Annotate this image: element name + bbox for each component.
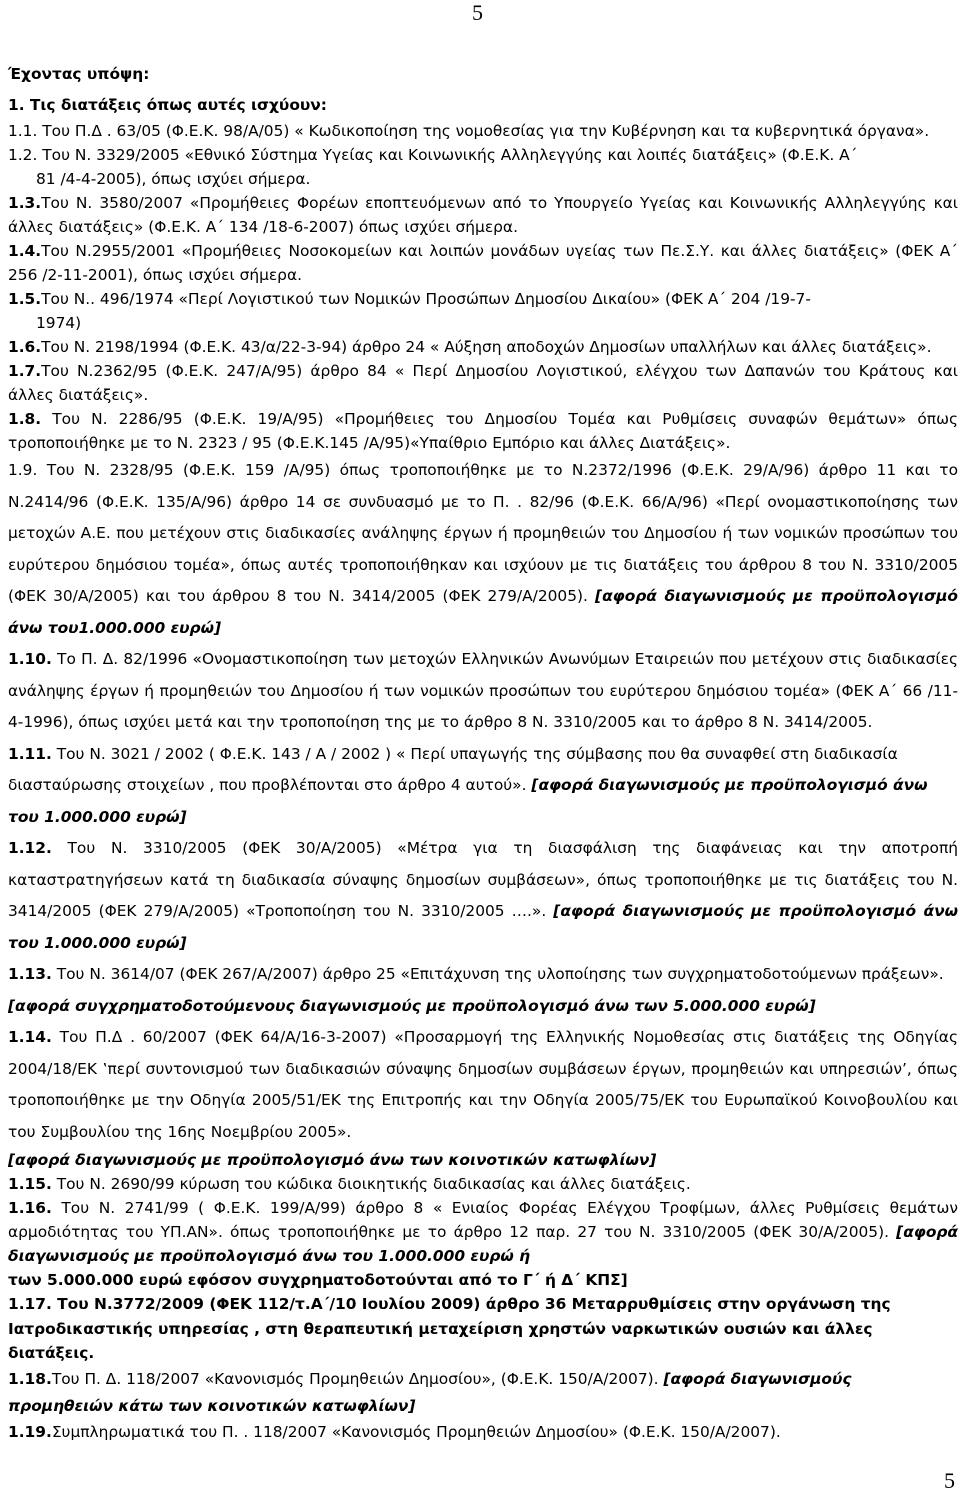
item-1-5-line2: 1974) (36, 314, 82, 332)
item-1-13 (8, 959, 958, 1022)
item-1-11-note: [αφορά διαγωνισμούς με προϋπολογισμό άνω του 1.000.000 ευρώ] (8, 776, 928, 826)
item-1-10-number: 1.10. (8, 650, 52, 668)
item-1-18-number: 1.18. (8, 1369, 52, 1388)
page-number-top: 5 (472, 0, 483, 25)
item-1-6-number: 1.6. (8, 338, 42, 356)
item-1-9-note: [αφορά διαγωνισμούς με προϋπολογισμό άνω του1.000.000 ευρώ] (8, 587, 959, 637)
intro-heading: Έχοντας υπόψη: (8, 65, 150, 83)
item-1-14-text: Του Π.Δ . 60/2007 (ΦΕΚ 64/Α/16-3-2007) «Προσαρμογή της Ελληνικής Νομοθεσίας στις διατάξεις της Οδηγίας 2004/18/ΕΚ ‛περί συντονισμού των διαδικασιών σύναψης δημοσίων συμβάσεων έργων, προμηθειών και υπηρεσιών’, όπως τροποποιήθηκε με την Οδηγία 2005/51/ΕΚ της Επιτροπής και την Οδηγία 2005/75/ΕΚ του Ευρωπαϊκού Κοινοβουλίου και του Συμβουλίου της 16ης Νοεμβρίου 2005». (8, 1028, 958, 1141)
item-1-10 (8, 644, 958, 739)
item-1-7-number: 1.7. (8, 362, 42, 380)
item-1-14-number: 1.14. (8, 1028, 52, 1046)
item-1-14 (8, 1022, 958, 1148)
item-1-13-note: [αφορά συγχρηματοδοτούμενους διαγωνισμούς με προϋπολογισμό άνω των 5.000.000 ευρώ] (8, 996, 816, 1015)
item-1-4-number: 1.4. (8, 242, 42, 260)
item-1-3-number: 1.3. (8, 194, 42, 212)
item-1-3 (8, 191, 958, 239)
item-1-19-text: Συμπληρωματικά του Π. . 118/2007 «Κανονισμός Προμηθειών Δημοσίου» (Φ.Ε.Κ. 150/Α/2007). (51, 1422, 781, 1441)
item-1-12-text: Του Ν. 3310/2005 (ΦΕΚ 30/Α/2005) «Μέτρα για τη διασφάλιση της διαφάνειας και την αποτροπή καταστρατηγήσεων κατά τη διαδικασία σύναψης δημοσίων συμβάσεων», όπως τροποποιήθηκε με τις διατάξεις του Ν. 3414/2005 (ΦΕΚ 279/Α/2005) «Τροποποίηση του Ν. 3310/2005 ….». (8, 839, 958, 920)
item-1-12-number: 1.12. (8, 839, 52, 857)
item-1-11-text: Του Ν. 3021 / 2002 ( Φ.Ε.Κ. 143 / Α / 2002 ) « Περί υπαγωγής της σύμβασης που θα συναφθεί στη διαδικασία διασταύρωσης στοιχείων , που προβλέπονται στο άρθρο 4 αυτού». (8, 744, 898, 794)
item-1-1: 1.1. Του Π.Δ . 63/05 (Φ.Ε.Κ. 98/Α/05) « Κωδικοποίηση της νομοθεσίας για την Κυβέρνηση και τα κυβερνητικά όργανα». (8, 122, 930, 140)
item-1-16-number: 1.16. (8, 1199, 52, 1217)
item-1-6 (8, 335, 958, 359)
item-1-10-text: Το Π. Δ. 82/1996 «Ονομαστικοποίηση των μετοχών Ελληνικών Ανωνύμων Εταιρειών που μετέχουν στις διαδικασίες ανάληψης έργων ή προμηθειών του Δημοσίου ή των νομικών προσώπων του ευρύτερου δημόσιου τομέα» (ΦΕΚ Α΄ 66 /11-4-1996), όπως ισχύει μετά και την τροποποίηση της με το άρθρο 8 Ν. 3310/2005 και το άρθρο 8 Ν. 3414/2005. (8, 650, 958, 731)
item-1-2-line1: 1.2. Του Ν. 3329/2005 «Εθνικό Σύστημα Υγείας και Κοινωνικής Αλληλεγγύης και λοιπές διατάξεις» (Φ.Ε.Κ. Α΄ (8, 146, 858, 164)
section-1-heading: 1. Τις διατάξεις όπως αυτές ισχύουν: (8, 96, 327, 114)
item-1-12 (8, 833, 958, 959)
item-1-18-text: Του Π. Δ. 118/2007 «Κανονισμός Προμηθειών Δημοσίου», (Φ.Ε.Κ. 150/Α/2007). (51, 1369, 659, 1388)
item-1-14-note: [αφορά διαγωνισμούς με προϋπολογισμό άνω των κοινοτικών κατωφλίων] (8, 1151, 657, 1169)
item-1-4-text: Του Ν.2955/2001 «Προμήθειες Νοσοκομείων και λοιπών μονάδων υγείας των Πε.Σ.Υ. και άλλες διατάξεις» (ΦΕΚ Α΄ 256 /2-11-2001), όπως ισχύει σήμερα. (8, 242, 958, 284)
item-1-15-text: Του Ν. 2690/99 κύρωση του κώδικα διοικητικής διαδικασίας και άλλες διατάξεις. (56, 1175, 691, 1193)
item-1-7 (8, 359, 958, 407)
item-1-5-line1: Του Ν.. 496/1974 «Περί Λογιστικού των Νομικών Προσώπων Δημοσίου Δικαίου» (ΦΕΚ Α΄ 204 /19-7- (41, 290, 811, 308)
item-1-8 (8, 407, 958, 455)
item-1-11-number: 1.11. (8, 744, 52, 763)
item-1-7-text: Του Ν.2362/95 (Φ.Ε.Κ. 247/Α/95) άρθρο 84 « Περί Δημοσίου Λογιστικού, ελέγχου των Δαπανών του Κράτους και άλλες διατάξεις». (8, 362, 958, 404)
item-1-9-text: 1.9. Του Ν. 2328/95 (Φ.Ε.Κ. 159 /Α/95) όπως τροποποιήθηκε με το Ν.2372/1996 (Φ.Ε.Κ. 29/Α/96) άρθρο 11 και το Ν.2414/96 (Φ.Ε.Κ. 135/Α/96) άρθρο 14 σε συνδυασμό με το Π. . 82/96 (Φ.Ε.Κ. 66/Α/96) «Περί ονομαστικοποίησης των μετοχών Α.Ε. που μετέχουν στις διαδικασίες ανάληψης έργων ή προμηθειών του Δημοσίου ή των νομικών προσώπων του ευρύτερου δημόσιου τομέα», όπως αυτές τροποποιήθηκαν και ισχύουν με τις διατάξεις του άρθρου 8 του Ν. 3310/2005 (ΦΕΚ 30/Α/2005) και του άρθρου 8 του Ν. 3414/2005 (ΦΕΚ 279/Α/2005). (8, 461, 958, 605)
item-1-13-text: Του Ν. 3614/07 (ΦΕΚ 267/Α/2007) άρθρο 25 «Επιτάχυνση της υλοποίησης των συγχρηματοδοτούμενων πράξεων». (56, 965, 944, 983)
item-1-18 (8, 1366, 958, 1420)
item-1-5 (8, 287, 958, 311)
item-1-16-text: Του Ν. 2741/99 ( Φ.Ε.Κ. 199/Α/99) άρθρο 8 « Ενιαίος Φορέας Ελέγχου Τροφίμων, άλλες Ρυθμίσεις θεμάτων αρμοδιότητας του ΥΠ.ΑΝ». όπως τροποποιήθηκε με το άρθρο 12 παρ. 27 του Ν. 3310/2005 (ΦΕΚ 30/Α/2005). (8, 1199, 958, 1241)
item-1-12-note: [αφορά διαγωνισμούς με προϋπολογισμό άνω του 1.000.000 ευρώ] (8, 902, 958, 952)
item-1-2-line2: 81 /4-4-2005), όπως ισχύει σήμερα. (36, 170, 311, 188)
item-1-18-note: [αφορά διαγωνισμούς προμηθειών κάτω των κοινοτικών κατωφλίων] (8, 1369, 852, 1415)
item-1-16 (8, 1196, 958, 1268)
item-1-3-text: Του Ν. 3580/2007 «Προμήθειες Φορέων εποπτευόμενων από το Υπουργείο Υγείας και Κοινωνικής Αλληλεγγύης και άλλες διατάξεις» (Φ.Ε.Κ. Α΄ 134 /18-6-2007) όπως ισχύει σήμερα. (8, 194, 958, 236)
item-1-16-note: [αφορά διαγωνισμούς με προϋπολογισμό άνω του 1.000.000 ευρώ ή (8, 1223, 958, 1265)
item-1-16-tail: των 5.000.000 ευρώ εφόσον συγχρηματοδοτούνται από το Γ΄ ή Δ΄ ΚΠΣ] (8, 1271, 628, 1289)
item-1-19 (8, 1420, 958, 1444)
item-1-8-number: 1.8. (8, 410, 42, 428)
item-1-19-number: 1.19. (8, 1422, 52, 1441)
item-1-17: 1.17. Του Ν.3772/2009 (ΦΕΚ 112/τ.Α΄/10 Ιουλίου 2009) άρθρο 36 Μεταρρυθμίσεις στην οργάνωση της Ιατροδικαστικής υπηρεσίας , στη θεραπευτική μεταχείριση χρηστών ναρκωτικών ουσιών και άλλες διατάξεις. (8, 1295, 891, 1362)
item-1-6-text: Του Ν. 2198/1994 (Φ.Ε.Κ. 43/α/22-3-94) άρθρο 24 « Αύξηση αποδοχών Δημοσίων υπαλλήλων και άλλες διατάξεις». (41, 338, 932, 356)
item-1-15 (8, 1172, 958, 1196)
item-1-13-number: 1.13. (8, 965, 52, 983)
document-body (8, 61, 958, 1444)
item-1-15-number: 1.15. (8, 1175, 52, 1193)
item-1-4 (8, 239, 958, 287)
item-1-11 (8, 739, 958, 834)
item-1-8-text: Του Ν. 2286/95 (Φ.Ε.Κ. 19/Α/95) «Προμήθειες του Δημοσίου Τομέα και Ρυθμίσεις συναφών θεμάτων» όπως τροποποιήθηκε με το Ν. 2323 / 95 (Φ.Ε.Κ.145 /Α/95)«Υπαίθριο Εμπόριο και άλλες Διατάξεις». (8, 410, 958, 452)
page-number-bottom: 5 (944, 1468, 955, 1493)
item-1-9 (8, 455, 958, 644)
item-1-5-number: 1.5. (8, 290, 42, 308)
